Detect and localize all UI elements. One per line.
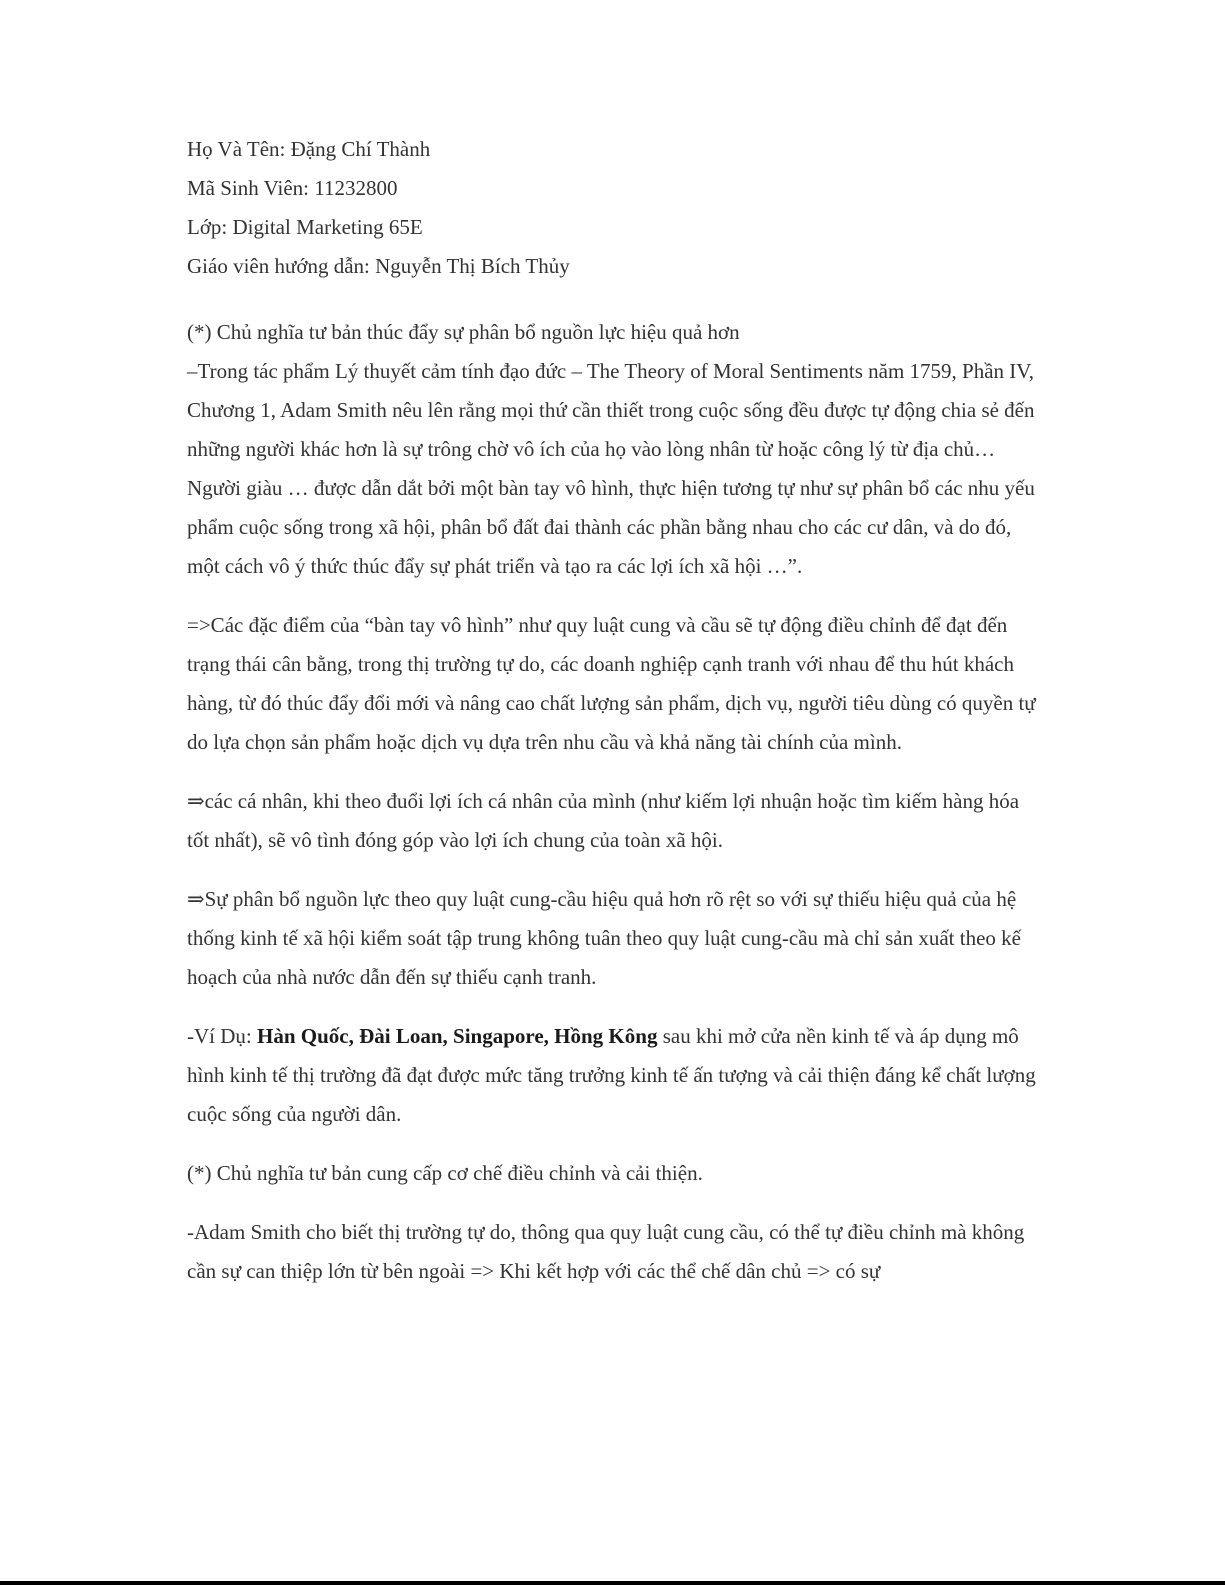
adam-smith-quote-paragraph: –Trong tác phẩm Lý thuyết cảm tính đạo đức – The Theory of Moral Sentiments năm 1759, Phần IV, Chương 1, Adam Smith nêu lên rằng mọi thứ cần thiết trong cuộc sống đều được tự động chia sẻ đến những người khác hơn là sự trông chờ vô ích của họ vào lòng nhân từ hoặc công lý từ địa chủ… Người giàu … được dẫn dắt bởi một bàn tay vô hình, thực hiện tương tự như sự phân bổ các nhu yếu phẩm cuộc sống trong xã hội, phân bổ đất đai thành các phần bằng nhau cho các cư dân, và do đó, một cách vô ý thức thúc đẩy sự phát triển và tạo ra các lợi ích xã hội …”. bbox=[187, 359, 1035, 578]
document-body bbox=[187, 130, 1037, 1311]
invisible-hand-paragraph: =>Các đặc điểm của “bàn tay vô hình” như quy luật cung và cầu sẽ tự động điều chỉnh để đạt đến trạng thái cân bằng, trong thị trường tự do, các doanh nghiệp cạnh tranh với nhau để thu hút khách hàng, từ đó thúc đẩy đổi mới và nâng cao chất lượng sản phẩm, dịch vụ, người tiêu dùng có quyền tự do lựa chọn sản phẩm hoặc dịch vụ dựa trên nhu cầu và khả năng tài chính của mình. bbox=[187, 613, 1036, 754]
example-prefix: -Ví Dụ: bbox=[187, 1024, 257, 1048]
resource-allocation-paragraph: ⇒Sự phân bổ nguồn lực theo quy luật cung-cầu hiệu quả hơn rõ rệt so với sự thiếu hiệu quả của hệ thống kinh tế xã hội kiểm soát tập trung không tuân theo quy luật cung-cầu mà chỉ sản xuất theo kế hoạch của nhà nước dẫn đến sự thiếu cạnh tranh. bbox=[187, 887, 1021, 989]
student-id: Mã Sinh Viên: 11232800 bbox=[187, 176, 398, 200]
student-name: Họ Và Tên: Đặng Chí Thành bbox=[187, 137, 431, 161]
example-countries: Hàn Quốc, Đài Loan, Singapore, Hồng Kông bbox=[257, 1024, 658, 1048]
student-class: Lớp: Digital Marketing 65E bbox=[187, 215, 423, 239]
student-info-block bbox=[187, 130, 1037, 286]
page-bottom-border bbox=[0, 1581, 1225, 1585]
section1-heading: (*) Chủ nghĩa tư bản thúc đẩy sự phân bổ nguồn lực hiệu quả hơn bbox=[187, 320, 740, 344]
self-regulation-paragraph: -Adam Smith cho biết thị trường tự do, thông qua quy luật cung cầu, có thể tự điều chỉnh mà không cần sự can thiệp lớn từ bên ngoài => Khi kết hợp với các thể chế dân chủ => có sự bbox=[187, 1220, 1025, 1283]
example-text: sau khi mở cửa nền kinh tế và áp dụng mô hình kinh tế thị trường đã đạt được mức tăng trưởng kinh tế ấn tượng và cải thiện đáng kể chất lượng cuộc sống của người dân. bbox=[187, 1024, 1036, 1126]
instructor-name: Giáo viên hướng dẫn: Nguyễn Thị Bích Thủy bbox=[187, 254, 570, 278]
example-paragraph bbox=[187, 1017, 1037, 1134]
self-interest-paragraph: ⇒các cá nhân, khi theo đuổi lợi ích cá nhân của mình (như kiếm lợi nhuận hoặc tìm kiếm hàng hóa tốt nhất), sẽ vô tình đóng góp vào lợi ích chung của toàn xã hội. bbox=[187, 789, 1020, 852]
section2-heading: (*) Chủ nghĩa tư bản cung cấp cơ chế điều chỉnh và cải thiện. bbox=[187, 1161, 703, 1185]
